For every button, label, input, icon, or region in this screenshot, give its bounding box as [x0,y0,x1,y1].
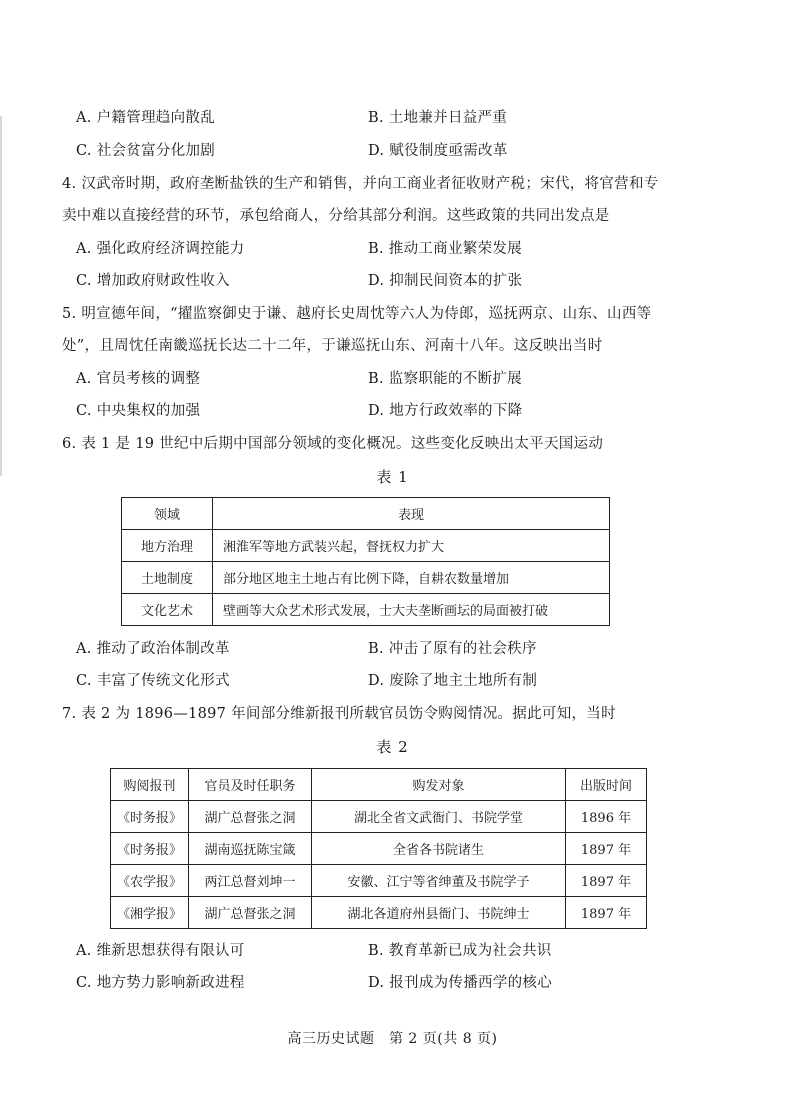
q5-stem-line1: 5. 明宣德年间，“擢监察御史于谦、越府长史周忱等六人为侍郎，巡抚两京、山东、山西等 [62,306,652,322]
table-row [111,865,647,897]
table2-caption: 表 2 [376,738,409,756]
q4-stem-line2: 卖中难以直接经营的环节，承包给商人，分给其部分利润。这些政策的共同出发点是 [62,208,610,224]
table-row [122,562,610,594]
table-cell: 全省各书院诸生 [312,833,566,865]
table-cell: 文化艺术 [122,594,213,626]
q3-option-d: D. 赋役制度亟需改革 [368,143,508,159]
table-row [111,897,647,929]
table-header-cell: 表现 [213,498,610,530]
q5-stem-line2: 处”，且周忱任南畿巡抚长达二十二年，于谦巡抚山东、河南十八年。这反映出当时 [62,338,603,354]
table-cell: 湘淮军等地方武装兴起，督抚权力扩大 [213,530,610,562]
table-header-cell: 领域 [122,498,213,530]
q7-option-b: B. 教育革新已成为社会共识 [368,943,552,959]
table-cell: 湖广总督张之洞 [189,801,312,833]
q5-option-c: C. 中央集权的加强 [76,403,201,419]
table-cell: 《时务报》 [111,801,189,833]
table-cell: 壁画等大众艺术形式发展，士大夫垄断画坛的局面被打破 [213,594,610,626]
table-cell: 1896 年 [566,801,647,833]
q7-option-d: D. 报刊成为传播西学的核心 [368,975,553,991]
table-cell: 湖北各道府州县衙门、书院绅士 [312,897,566,929]
q4-option-b: B. 推动工商业繁荣发展 [368,241,522,257]
table-header-cell: 官员及时任职务 [189,769,312,801]
table1-caption: 表 1 [376,468,409,486]
table-header-row [111,769,647,801]
table-cell: 湖广总督张之洞 [189,897,312,929]
q5-option-b: B. 监察职能的不断扩展 [368,371,522,387]
table-cell: 两江总督刘坤一 [189,865,312,897]
table-header-row [122,498,610,530]
q6-option-d: D. 废除了地主土地所有制 [368,673,538,689]
q4-option-d: D. 抑制民间资本的扩张 [368,273,523,289]
table-cell: 《时务报》 [111,833,189,865]
table-cell: 1897 年 [566,865,647,897]
table-header-cell: 出版时间 [566,769,647,801]
page-footer: 高三历史试题 第 2 页(共 8 页) [287,1031,498,1047]
table-row [122,530,610,562]
table-header-cell: 购阅报刊 [111,769,189,801]
q3-option-c: C. 社会贫富分化加剧 [76,143,216,159]
q7-option-c: C. 地方势力影响新政进程 [76,975,245,991]
table-2 [110,768,647,929]
table-header-cell: 购发对象 [312,769,566,801]
table-row [111,833,647,865]
q6-option-c: C. 丰富了传统文化形式 [76,673,230,689]
q6-stem: 6. 表 1 是 19 世纪中后期中国部分领域的变化概况。这些变化反映出太平天国运动 [62,436,604,452]
table-cell: 1897 年 [566,897,647,929]
table-cell: 土地制度 [122,562,213,594]
table-1 [121,497,610,626]
table-row [111,801,647,833]
table-cell: 安徽、江宁等省绅董及书院学子 [312,865,566,897]
table-cell: 1897 年 [566,833,647,865]
table-cell: 《农学报》 [111,865,189,897]
table-cell: 《湘学报》 [111,897,189,929]
q4-stem-line1: 4. 汉武帝时期，政府垄断盐铁的生产和销售，并向工商业者征收财产税；宋代，将官营和专 [62,176,659,192]
q4-option-a: A. 强化政府经济调控能力 [76,241,245,257]
table-cell: 湖北全省文武衙门、书院学堂 [312,801,566,833]
q6-option-a: A. 推动了政治体制改革 [76,641,230,657]
q5-option-d: D. 地方行政效率的下降 [368,403,523,419]
table-cell: 湖南巡抚陈宝箴 [189,833,312,865]
table-cell: 部分地区地主土地占有比例下降，自耕农数量增加 [213,562,610,594]
q7-stem: 7. 表 2 为 1896—1897 年间部分维新报刊所载官员饬令购阅情况。据此可知，当时 [62,706,616,722]
q5-option-a: A. 官员考核的调整 [76,371,201,387]
table-row [122,594,610,626]
q4-option-c: C. 增加政府财政性收入 [76,273,230,289]
q3-option-b: B. 土地兼并日益严重 [368,110,508,126]
scan-edge-mark [0,116,2,476]
q3-option-a: A. 户籍管理趋向散乱 [76,110,215,126]
q6-option-b: B. 冲击了原有的社会秩序 [368,641,537,657]
table-cell: 地方治理 [122,530,213,562]
q7-option-a: A. 维新思想获得有限认可 [76,943,245,959]
